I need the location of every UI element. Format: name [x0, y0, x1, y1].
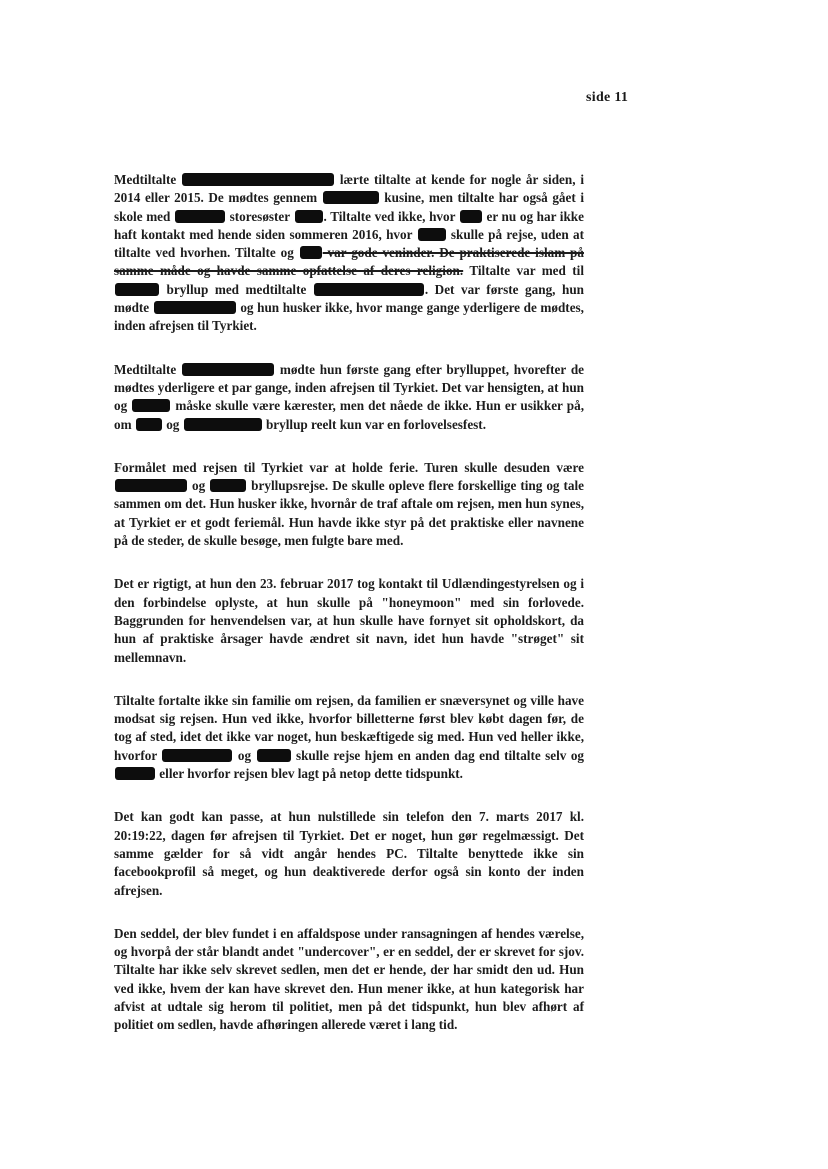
text-segment: eller hvorfor rejsen blev lagt på netop dette tidspunkt.	[156, 766, 463, 782]
redaction-box	[182, 363, 274, 376]
paragraph	[114, 575, 584, 666]
text-segment: og hun husker ikke, hvor mange gange yderligere de mødtes, inden afrejsen til Tyrkiet.	[114, 300, 584, 334]
text-segment: mødte hun første gang efter brylluppet, hvorefter de mødtes yderligere et par gange, inden afrejsen til Tyrkiet. Det var hensigten, at hun og	[114, 361, 585, 414]
paragraph	[114, 692, 584, 783]
text-segment: Tiltalte fortalte ikke sin familie om rejsen, da familien er snæversynet og ville have modsat sig rejsen. Hun ved ikke, hvorfor billetterne først blev købt dagen før, de tog af sted, idet det ikke var noget, hun beskæftigede sig med. Hun ved heller ikke, hvorfor	[114, 692, 584, 763]
redaction-box	[154, 301, 236, 314]
redaction-box	[175, 210, 225, 223]
redaction-box	[257, 749, 291, 762]
paragraph	[114, 361, 584, 434]
paragraph	[114, 808, 584, 899]
text-segment: er nu og har ikke haft kontakt med hende siden sommeren 2016, hvor	[114, 208, 584, 242]
redaction-box	[460, 210, 482, 223]
text-segment: bryllup reelt kun var en forlovelsesfest.	[262, 416, 486, 432]
paragraph	[114, 459, 584, 550]
text-segment: kusine, men tiltalte har også gået i skole med	[114, 190, 584, 224]
text-segment: skulle rejse hjem en anden dag end tiltalte selv og	[291, 747, 585, 763]
redaction-box	[115, 767, 155, 780]
text-segment: bryllup med medtiltalte	[160, 281, 313, 297]
text-segment: . Det var første gang, hun mødte	[114, 281, 584, 316]
text-segment: Tiltalte var med til	[463, 263, 584, 279]
redaction-box	[418, 228, 446, 241]
text-segment: Medtiltalte	[114, 361, 182, 377]
text-segment: Den seddel, der blev fundet i en affaldspose under ransagningen af hendes værelse, og hvorpå der står blandt andet "undercover", er en seddel, der er skrevet for sjov. Tiltalte har ikke selv skrevet sedlen, men det er hende, der har smidt den ud. Hun ved ikke, hvem der kan have skrevet den. Hun mener ikke, at hun kategorisk har afvist at udtale sig herom til politiet, men på det tidspunkt, hun blev afhørt af politiet om sedlen, havde afhøringen allerede været i lang tid.	[114, 925, 584, 1033]
paragraph	[114, 925, 584, 1035]
redaction-box	[295, 210, 323, 223]
redaction-box	[162, 749, 232, 762]
page-number: side 11	[586, 90, 629, 105]
redaction-box	[323, 191, 379, 204]
text-segment: og	[233, 747, 256, 763]
redaction-box	[115, 479, 187, 492]
text-segment: Det kan godt kan passe, at hun nulstillede sin telefon den 7. marts 2017 kl. 20:19:22, dagen før afrejsen til Tyrkiet. Det er noget, hun gør regelmæssigt. Det samme gælder for så vidt angår hendes PC. Tiltalte benyttede ikke sin facebookprofil så meget, og hun deaktiverede derfor også sin konto der inden afrejsen.	[114, 809, 584, 898]
text-segment: skulle på rejse, uden at tiltalte ved hvorhen. Tiltalte og	[114, 226, 584, 261]
document-body	[114, 171, 584, 1035]
text-segment: lærte tiltalte at kende for nogle år siden, i 2014 eller 2015. De mødtes gennem	[114, 172, 584, 206]
text-segment: og	[162, 416, 183, 432]
text-segment: måske skulle være kærester, men det nåede de ikke. Hun er usikker på, om	[114, 398, 585, 432]
text-segment: Formålet med rejsen til Tyrkiet var at holde ferie. Turen skulle desuden være	[114, 459, 584, 475]
paragraph	[114, 171, 584, 336]
redaction-box	[210, 479, 246, 492]
redaction-box	[136, 418, 162, 431]
struck-text: var gode veninder. De praktiserede islam på samme måde og havde samme opfattelse af deres religion.	[114, 245, 584, 279]
text-segment: Medtiltalte	[114, 172, 182, 187]
text-segment: storesøster	[225, 208, 294, 224]
redaction-box	[115, 283, 159, 296]
redaction-box	[184, 418, 262, 431]
text-segment: og	[188, 478, 210, 494]
redaction-box	[182, 173, 334, 186]
redaction-box	[300, 246, 322, 259]
text-segment: bryllupsrejse. De skulle opleve flere forskellige ting og tale sammen om det. Hun husker ikke, hvornår de traf aftale om rejsen, men hun synes, at Tyrkiet er et godt feriemål. Hun havde ikke styr på det praktiske eller navnene på de steder, de skulle besøge, men fulgte bare med.	[114, 478, 585, 549]
text-segment: Det er rigtigt, at hun den 23. februar 2017 tog kontakt til Udlændingestyrelsen og i den forbindelse oplyste, at hun skulle på "honeymoon" med sin forlovede. Baggrunden for henvendelsen var, at hun skulle have fornyet sit opholdskort, da hun af praktiske årsager havde ændret sit navn, idet hun havde "strøget" sit mellemnavn.	[114, 576, 584, 665]
redaction-box	[132, 399, 170, 412]
text-segment: . Tiltalte ved ikke, hvor	[323, 208, 459, 224]
redaction-box	[314, 283, 424, 296]
